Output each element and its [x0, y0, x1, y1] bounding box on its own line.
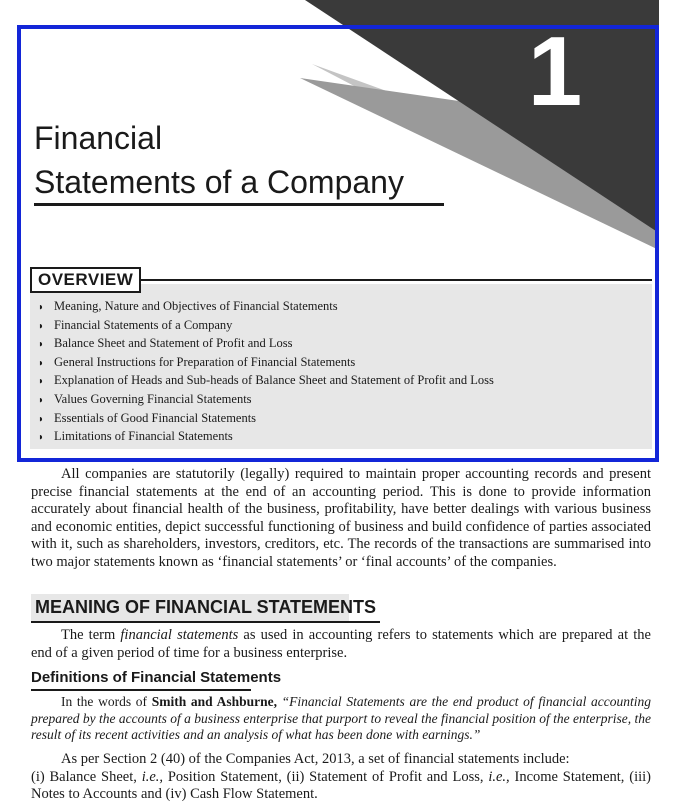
overview-item: ◗ Values Governing Financial Statements	[38, 390, 494, 409]
bullet-icon: ◗	[38, 339, 45, 351]
definitions-heading: Definitions of Financial Statements	[31, 669, 282, 686]
bullet-icon: ◗	[38, 357, 45, 369]
companies-act-paragraph: As per Section 2 (40) of the Companies Act, 2013, a set of financial statements include: (i) Balance Sheet, i.e., Position Statement, (ii) Statement of Profit and Loss, i.e., Income Statement, (iii) Notes to Accounts and (iv) Cash Flow Statement.	[31, 751, 651, 803]
intro-paragraph: All companies are statutorily (legally) required to maintain proper accounting records and present precise financial statements at the end of an accounting period. This is done to provide information accurately about financial health of the business, profitability, have better dealings with various business and economic entities, depict successful functioning of business and build confidence of parties associated with it, such as shareholders, investors, creditors, etc. The records of the transactions are summarised into two major statements known as ‘financial statements’ or ‘final accounts’ of the companies.	[31, 466, 651, 570]
overview-item: ◗ Balance Sheet and Statement of Profit and Loss	[38, 334, 494, 353]
quote-authors: Smith and Ashburne,	[151, 694, 277, 709]
overview-item: ◗ General Instructions for Preparation of Financial Statements	[38, 353, 494, 372]
meaning-paragraph: The term financial statements as used in accounting refers to statements which are prepared at the end of a given period of time for a business enterprise.	[31, 627, 651, 661]
chapter-title-line2: Statements of a Company	[34, 164, 404, 200]
bullet-icon: ◗	[38, 376, 45, 388]
overview-item: ◗ Essentials of Good Financial Statements	[38, 409, 494, 428]
chapter-number: 1	[527, 16, 583, 126]
definition-quote-paragraph: In the words of Smith and Ashburne, “Financial Statements are the end product of financial accounting prepared by the accounts of a business enterprise that purport to reveal the financial position of the enterprise, the result of its recent activities and an analysis of what has been done with earnings.”	[31, 694, 651, 742]
definitions-underline	[31, 689, 251, 691]
section-heading: MEANING OF FINANCIAL STATEMENTS	[31, 594, 380, 623]
quote-text: “Financial Statements are the end product of financial accounting prepared by the accounts of a business enterprise that purport to reveal the financial position of the enterprise, the result of its recent activities and an analysis of what has been done with earnings.”	[31, 694, 651, 742]
bullet-icon: ◗	[38, 394, 45, 406]
overview-item: ◗ Financial Statements of a Company	[38, 316, 494, 335]
overview-heading: OVERVIEW	[30, 267, 141, 293]
overview-item: ◗ Explanation of Heads and Sub-heads of Balance Sheet and Statement of Profit and Loss	[38, 371, 494, 390]
bullet-icon: ◗	[38, 302, 45, 313]
term-emphasis: financial statements	[120, 627, 239, 643]
chapter-title-line1: Financial	[34, 120, 163, 156]
bullet-icon: ◗	[38, 413, 45, 425]
overview-item: ◗ Limitations of Financial Statements	[38, 427, 494, 446]
overview-item: ◗ Meaning, Nature and Objectives of Financial Statements	[38, 297, 494, 316]
bullet-icon: ◗	[38, 432, 45, 444]
selection-frame	[17, 25, 659, 462]
bullet-icon: ◗	[38, 320, 45, 332]
